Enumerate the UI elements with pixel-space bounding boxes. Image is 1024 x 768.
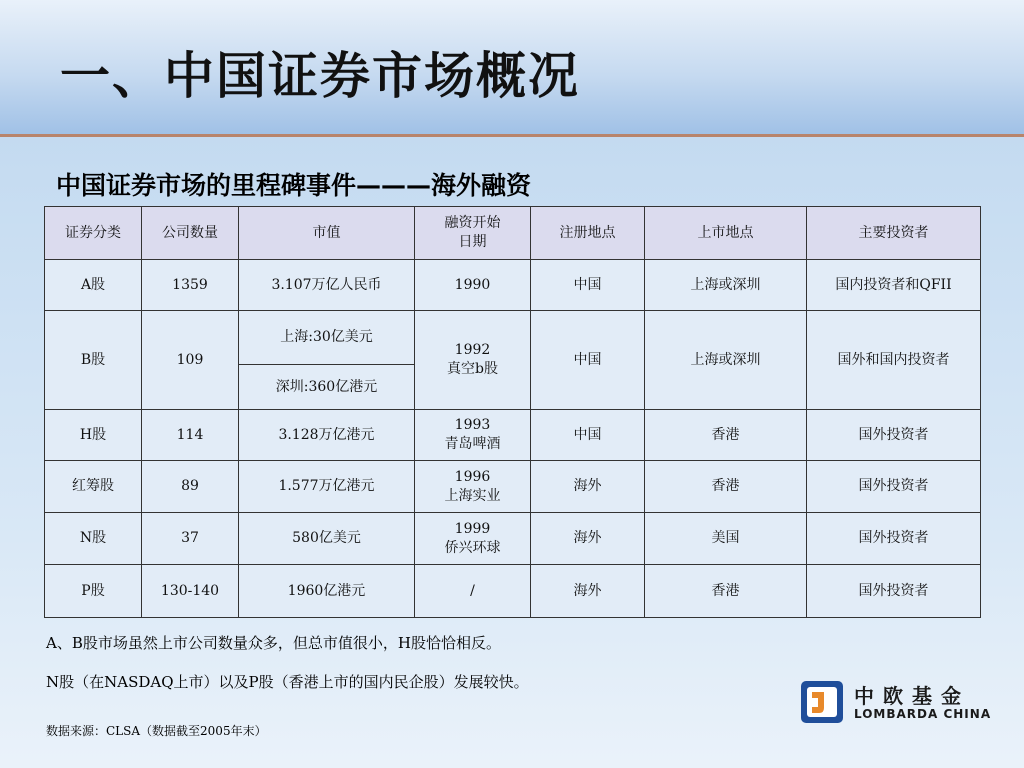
- table-row: [45, 461, 981, 513]
- market-table: [44, 206, 981, 618]
- cell-registration: 中国: [531, 410, 645, 461]
- logo-chinese-name: 中欧基金: [854, 684, 970, 708]
- note-line: N股（在NASDAQ上市）以及P股（香港上市的国内民企股）发展较快。: [46, 673, 529, 691]
- cell-date-note: 侨兴环球: [444, 539, 501, 556]
- cell-type: P股: [45, 565, 142, 618]
- cell-count: 1359: [142, 260, 239, 311]
- table-row: [45, 513, 981, 565]
- cell-listing: 香港: [645, 410, 807, 461]
- cell-value: 3.107万亿人民币: [239, 260, 415, 311]
- table-row: [45, 565, 981, 618]
- cell-type: H股: [45, 410, 142, 461]
- cell-date-year: 1996: [454, 468, 491, 485]
- cell-date: 1990: [415, 260, 531, 311]
- cell-count: 109: [142, 311, 239, 410]
- header-type: 证券分类: [45, 207, 142, 260]
- header-value: 市值: [239, 207, 415, 260]
- cell-value: 3.128万亿港元: [239, 410, 415, 461]
- cell-date: /: [415, 565, 531, 618]
- cell-value: 1960亿港元: [239, 565, 415, 618]
- cell-registration: 海外: [531, 565, 645, 618]
- cell-type: N股: [45, 513, 142, 565]
- cell-count: 130-140: [142, 565, 239, 618]
- cell-value: 1.577万亿港元: [239, 461, 415, 513]
- cell-type: B股: [45, 311, 142, 410]
- header-date-line1: 融资开始: [444, 215, 501, 231]
- cell-count: 89: [142, 461, 239, 513]
- cell-investors: 国外和国内投资者: [807, 311, 981, 410]
- header-count: 公司数量: [142, 207, 239, 260]
- cell-investors: 国外投资者: [807, 461, 981, 513]
- cell-investors: 国外投资者: [807, 513, 981, 565]
- cell-value: 上海:30亿美元: [239, 311, 415, 365]
- cell-listing: 上海或深圳: [645, 260, 807, 311]
- table-row: [45, 260, 981, 311]
- header-date-line2: 日期: [458, 234, 487, 250]
- header-date: [415, 207, 531, 260]
- cell-listing: 香港: [645, 461, 807, 513]
- logo-english-name: LOMBARDA CHINA: [854, 707, 992, 721]
- cell-type: 红筹股: [45, 461, 142, 513]
- header-investors: 主要投资者: [807, 207, 981, 260]
- table-subtitle: 中国证券市场的里程碑事件———海外融资: [56, 171, 532, 200]
- company-logo: [800, 680, 992, 728]
- cell-date-year: 1992: [454, 342, 491, 358]
- cell-investors: 国外投资者: [807, 565, 981, 618]
- lombarda-logo-icon: [800, 680, 844, 724]
- cell-type: A股: [45, 260, 142, 311]
- cell-date-note: 上海实业: [444, 487, 501, 504]
- header-listing: 上市地点: [645, 207, 807, 260]
- note-line: A、B股市场虽然上市公司数量众多，但总市值很小，H股恰恰相反。: [46, 634, 501, 652]
- cell-value: 580亿美元: [239, 513, 415, 565]
- cell-listing: 香港: [645, 565, 807, 618]
- cell-listing: 美国: [645, 513, 807, 565]
- header-registration: 注册地点: [531, 207, 645, 260]
- cell-registration: 海外: [531, 513, 645, 565]
- cell-date: [415, 461, 531, 513]
- table-row: [45, 311, 981, 365]
- cell-investors: 国内投资者和QFII: [807, 260, 981, 311]
- cell-investors: 国外投资者: [807, 410, 981, 461]
- cell-count: 114: [142, 410, 239, 461]
- page-title: 一、中国证券市场概况: [60, 47, 580, 105]
- cell-date-year: 1993: [454, 417, 491, 433]
- cell-date-note: 青岛啤酒: [444, 436, 501, 452]
- cell-date: [415, 410, 531, 461]
- header-divider: [0, 134, 1024, 137]
- cell-registration: 中国: [531, 311, 645, 410]
- cell-date: [415, 311, 531, 410]
- cell-count: 37: [142, 513, 239, 565]
- cell-date-note: 真空b股: [447, 361, 498, 377]
- cell-date-year: 1999: [454, 520, 491, 537]
- data-source: 数据来源：CLSA（数据截至2005年末）: [46, 724, 267, 738]
- cell-date: [415, 513, 531, 565]
- cell-value-secondary: 深圳:360亿港元: [239, 365, 415, 410]
- cell-listing: 上海或深圳: [645, 311, 807, 410]
- table-header-row: [45, 207, 981, 260]
- table-row: [45, 410, 981, 461]
- cell-registration: 中国: [531, 260, 645, 311]
- cell-registration: 海外: [531, 461, 645, 513]
